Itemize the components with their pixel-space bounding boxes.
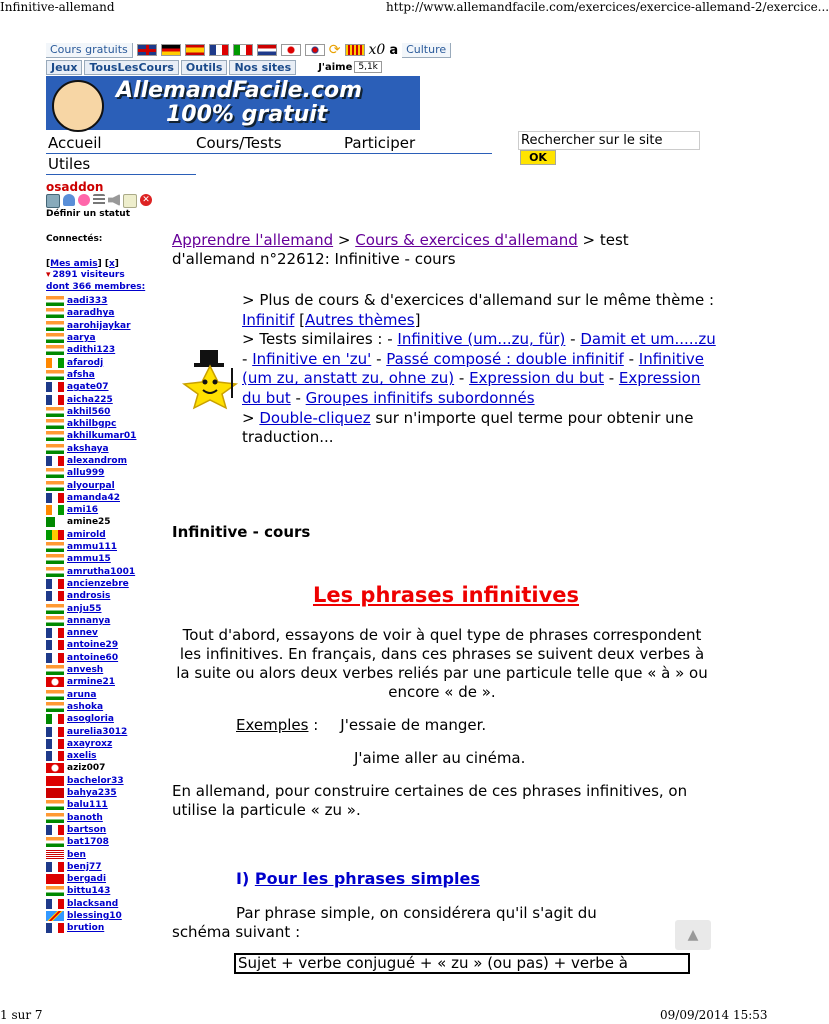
- arrow-icon: ▾: [46, 270, 51, 280]
- flag-in-icon: [46, 616, 64, 626]
- member-row[interactable]: [46, 307, 166, 319]
- search-ok-button[interactable]: OK: [520, 150, 556, 165]
- breadcrumb-courses[interactable]: Cours & exercices d'allemand: [355, 231, 578, 249]
- similar-test-link[interactable]: Damit et um.....zu: [580, 330, 716, 349]
- member-row[interactable]: [46, 824, 166, 836]
- member-name[interactable]: axelis: [67, 751, 97, 762]
- member-name[interactable]: aarohijaykar: [67, 320, 131, 331]
- star-mascot-icon: [180, 348, 240, 410]
- page-subtitle: Infinitive - cours: [172, 523, 311, 541]
- print-page-title: Infinitive-allemand: [0, 0, 115, 14]
- close-friends-link[interactable]: x: [108, 259, 115, 269]
- print-page-number: 1 sur 7: [0, 1008, 43, 1022]
- theme-link-infinitif[interactable]: Infinitif: [242, 310, 295, 329]
- theme-link-others[interactable]: Autres thèmes: [305, 310, 415, 329]
- section-heading: I) Pour les phrases simples: [236, 869, 480, 888]
- breadcrumb-home[interactable]: Apprendre l'allemand: [172, 231, 334, 249]
- member-name[interactable]: bartson: [67, 824, 107, 835]
- flag-in-icon: [46, 886, 64, 896]
- member-name[interactable]: amrutha1001: [67, 566, 136, 577]
- member-row[interactable]: [46, 430, 166, 442]
- member-name[interactable]: alexandrom: [67, 456, 127, 466]
- visitors-count: ▾ 2891 visiteurs: [46, 270, 125, 280]
- like-button[interactable]: J'aime: [318, 61, 353, 73]
- flag-fr-icon: [46, 493, 64, 503]
- member-row[interactable]: [46, 320, 166, 332]
- connected-heading: Connectés:: [46, 234, 103, 244]
- menu-utiles[interactable]: Utiles: [48, 155, 91, 173]
- text-size-icon[interactable]: a: [389, 42, 399, 58]
- member-name: amine25: [67, 517, 111, 528]
- member-name[interactable]: antoine60: [67, 652, 119, 663]
- double-click-link[interactable]: Double-cliquez: [259, 408, 371, 427]
- member-name[interactable]: aruna: [67, 689, 97, 700]
- page-title: Les phrases infinitives: [312, 583, 580, 607]
- flag-in-icon: [46, 837, 64, 847]
- member-name[interactable]: alyourpal: [67, 480, 115, 491]
- flag-uk-icon[interactable]: [137, 44, 157, 56]
- member-name[interactable]: ami16: [67, 505, 99, 516]
- flag-nl-icon[interactable]: [257, 44, 277, 56]
- flag-in-icon: [46, 370, 64, 380]
- member-name[interactable]: bergadi: [67, 874, 107, 885]
- member-name[interactable]: asogloria: [67, 714, 114, 725]
- member-row[interactable]: [46, 295, 166, 307]
- similar-test-link[interactable]: Expression du but: [242, 369, 701, 407]
- menu-accueil[interactable]: Accueil: [48, 134, 102, 152]
- flag-fr-icon: [46, 395, 64, 405]
- member-row[interactable]: [46, 676, 166, 688]
- member-row[interactable]: [46, 443, 166, 455]
- member-row: [46, 516, 166, 528]
- flag-in-icon: [46, 321, 64, 331]
- member-row[interactable]: [46, 836, 166, 848]
- flag-fr-icon: [46, 727, 64, 737]
- nav-cours-gratuits[interactable]: Cours gratuits: [46, 43, 133, 58]
- member-row[interactable]: [46, 799, 166, 811]
- flag-fr-icon: [46, 591, 64, 601]
- member-row[interactable]: [46, 664, 166, 676]
- member-row[interactable]: [46, 713, 166, 725]
- nav-outils[interactable]: Outils: [181, 60, 228, 75]
- breadcrumb: Apprendre l'allemand > Cours & exercices d'allemand > test d'allemand n°22612: Infinitive - cours: [172, 231, 629, 268]
- example-1: Exemples : J'essaie de manger.: [236, 716, 487, 734]
- member-row[interactable]: [46, 356, 166, 368]
- member-name[interactable]: aarya: [67, 333, 96, 344]
- flag-dz-icon: [46, 517, 64, 527]
- member-row[interactable]: [46, 639, 166, 651]
- flag-in-icon: [46, 800, 64, 810]
- member-name[interactable]: benj77: [67, 861, 102, 872]
- sound-icon[interactable]: [108, 194, 120, 206]
- member-name[interactable]: armine21: [67, 677, 116, 688]
- flag-in-icon: [46, 308, 64, 318]
- menu-divider-2: [46, 174, 196, 175]
- flag-in-icon: [46, 690, 64, 700]
- flag-fr-icon: [46, 899, 64, 909]
- nav-culture[interactable]: Culture: [402, 43, 451, 58]
- flag-it-icon[interactable]: [233, 44, 253, 56]
- member-name[interactable]: allu999: [67, 468, 105, 479]
- member-row[interactable]: [46, 541, 166, 553]
- member-row[interactable]: [46, 652, 166, 664]
- site-logo-banner[interactable]: [46, 76, 420, 130]
- member-name[interactable]: anju55: [67, 603, 102, 614]
- member-row[interactable]: [46, 344, 166, 356]
- flag-ci-icon: [46, 358, 64, 368]
- back-to-top-button[interactable]: [675, 920, 711, 950]
- member-row[interactable]: [46, 689, 166, 701]
- menu-participer[interactable]: Participer: [344, 134, 416, 152]
- menu-cours-tests[interactable]: Cours/Tests: [196, 134, 282, 152]
- member-row[interactable]: [46, 701, 166, 713]
- member-row[interactable]: [46, 455, 166, 467]
- flag-fr-icon: [46, 923, 64, 933]
- member-row[interactable]: [46, 811, 166, 823]
- member-row[interactable]: [46, 898, 166, 910]
- member-name[interactable]: ben: [67, 849, 86, 860]
- simple-sentence-paragraph-2: schéma suivant :: [172, 923, 301, 941]
- similar-test-link[interactable]: Expression du but: [469, 369, 604, 388]
- my-friends-link[interactable]: Mes amis: [50, 259, 98, 269]
- nav-nos-sites[interactable]: Nos sites: [229, 60, 296, 75]
- member-name[interactable]: aaradhya: [67, 308, 115, 319]
- logo-tagline: 100% gratuit: [166, 102, 328, 127]
- flag-fr-icon: [46, 825, 64, 835]
- member-row[interactable]: [46, 775, 166, 787]
- print-date: 09/09/2014 15:53: [660, 1008, 768, 1022]
- set-status-link[interactable]: Définir un statut: [46, 209, 131, 219]
- friends-filter: [Mes amis] [x]: [46, 259, 119, 269]
- member-row[interactable]: [46, 332, 166, 344]
- search-input[interactable]: Rechercher sur le site: [518, 131, 700, 150]
- member-row: [46, 762, 166, 774]
- member-row[interactable]: [46, 578, 166, 590]
- breadcrumb-current: > test d'allemand n°22612: Infinitive - cours: [172, 231, 629, 268]
- member-name[interactable]: anvesh: [67, 665, 104, 676]
- mascot-icon: [52, 80, 104, 132]
- member-name[interactable]: androsis: [67, 591, 111, 602]
- member-name[interactable]: amanda42: [67, 492, 120, 503]
- similar-test-link[interactable]: Passé composé : double infinitif: [386, 349, 624, 368]
- flag-fr-icon: [46, 456, 64, 466]
- member-name[interactable]: annev: [67, 628, 98, 639]
- member-row[interactable]: [46, 492, 166, 504]
- flag-ci-icon: [46, 505, 64, 515]
- member-row[interactable]: [46, 627, 166, 639]
- flag-kr-icon[interactable]: [305, 44, 325, 56]
- member-row[interactable]: [46, 922, 166, 934]
- member-row[interactable]: [46, 873, 166, 885]
- member-row[interactable]: [46, 479, 166, 491]
- member-row[interactable]: [46, 787, 166, 799]
- flag-fr-icon: [46, 862, 64, 872]
- member-row[interactable]: [46, 504, 166, 516]
- flag-fr-icon: [46, 739, 64, 749]
- flag-in-icon: [46, 419, 64, 429]
- flag-in-icon: [46, 481, 64, 491]
- user-icon[interactable]: [63, 194, 75, 206]
- flag-ml-icon: [46, 530, 64, 540]
- member-name[interactable]: ammu111: [67, 542, 118, 553]
- flag-in-icon: [46, 665, 64, 675]
- member-row[interactable]: [46, 369, 166, 381]
- member-name[interactable]: banoth: [67, 812, 103, 823]
- flag-catalan-icon[interactable]: [345, 44, 365, 56]
- member-row[interactable]: [46, 566, 166, 578]
- logo-text: AllemandFacile.com: [116, 78, 363, 103]
- close-icon[interactable]: ✕: [140, 194, 152, 206]
- flag-fr-icon: [46, 640, 64, 650]
- member-row[interactable]: [46, 381, 166, 393]
- member-name[interactable]: amirold: [67, 529, 106, 540]
- member-name[interactable]: bat1708: [67, 837, 109, 848]
- member-name[interactable]: akhilkumar01: [67, 431, 137, 442]
- flag-cd-icon: [46, 911, 64, 921]
- print-page-url: http://www.allemandfacile.com/exercices/exercice-allemand-2/exercice...: [386, 0, 829, 14]
- member-row[interactable]: [46, 861, 166, 873]
- member-name[interactable]: akshaya: [67, 443, 109, 454]
- member-name[interactable]: bachelor33: [67, 775, 124, 786]
- similar-test-link[interactable]: Infinitive en 'zu': [252, 349, 372, 368]
- flag-in-icon: [46, 444, 64, 454]
- flag-in-icon: [46, 813, 64, 823]
- flag-in-icon: [46, 542, 64, 552]
- member-name[interactable]: afsha: [67, 369, 95, 380]
- member-row[interactable]: [46, 910, 166, 922]
- member-row[interactable]: [46, 553, 166, 565]
- member-name[interactable]: ammu15: [67, 554, 111, 565]
- member-name[interactable]: antoine29: [67, 640, 119, 651]
- similar-test-link[interactable]: Infinitive (um...zu, für): [397, 330, 566, 349]
- top-nav-secondary: [46, 59, 382, 75]
- member-name[interactable]: ashoka: [67, 701, 104, 712]
- member-name: aziz007: [67, 763, 106, 774]
- member-name[interactable]: ancienzebre: [67, 578, 129, 589]
- translation-hint: > Double-cliquez sur n'importe quel terme pour obtenir une traduction...: [242, 408, 694, 447]
- member-name[interactable]: bahya235: [67, 788, 117, 799]
- member-name[interactable]: axayroxz: [67, 738, 113, 749]
- member-name[interactable]: akhilbgpc: [67, 419, 117, 430]
- similar-test-link[interactable]: Infinitive (um zu, anstatt zu, ohne zu): [242, 349, 704, 388]
- member-row[interactable]: [46, 725, 166, 737]
- flag-tn-icon: [46, 677, 64, 687]
- member-name[interactable]: akhil560: [67, 406, 111, 417]
- member-name[interactable]: adithi123: [67, 345, 116, 356]
- member-row[interactable]: [46, 885, 166, 897]
- member-name[interactable]: brution: [67, 923, 105, 934]
- member-row[interactable]: [46, 848, 166, 860]
- flag-in-icon: [46, 567, 64, 577]
- member-row[interactable]: [46, 602, 166, 614]
- heart-icon[interactable]: [78, 194, 90, 206]
- intro-paragraph: Tout d'abord, essayons de voir à quel type de phrases correspondent les infinitives. En français, dans ces phrases se suivent deux verbes à la suite ou alors deux verbes reliés par une particule telle que « à » ou encore « de ».: [176, 626, 708, 701]
- flag-fr-icon: [46, 628, 64, 638]
- examples-label: Exemples: [236, 716, 309, 734]
- member-row[interactable]: [46, 418, 166, 430]
- flag-in-icon: [46, 345, 64, 355]
- flag-in-icon: [46, 604, 64, 614]
- user-toolbar: [46, 194, 152, 208]
- section-link[interactable]: Pour les phrases simples: [254, 869, 480, 888]
- member-row[interactable]: [46, 529, 166, 541]
- member-name[interactable]: annanya: [67, 615, 111, 626]
- member-name[interactable]: afarodj: [67, 357, 104, 368]
- flag-fr-icon: [46, 653, 64, 663]
- flag-ma-icon: [46, 788, 64, 798]
- simple-sentence-paragraph: Par phrase simple, on considérera qu'il s'agit du: [236, 904, 597, 922]
- like-count: 5,1k: [354, 61, 382, 73]
- flag-jp-icon[interactable]: [281, 44, 301, 56]
- member-name[interactable]: aurelia3012: [67, 726, 128, 737]
- members-count: dont 366 membres:: [46, 282, 146, 292]
- flag-in-icon: [46, 431, 64, 441]
- member-list: [46, 295, 166, 934]
- flag-cn-icon: [46, 874, 64, 884]
- flag-in-icon: [46, 468, 64, 478]
- similar-tests-line: > Tests similaires : - Infinitive (um...zu, für) - Damit et um.....zu - Infinitive en 'zu' - Passé composé : double infinitif - Infinitive (um zu, anstatt zu, ohne zu) - Expression du but - Expression du but - Groupes infinitifs subordonnés: [242, 330, 716, 407]
- flag-in-icon: [46, 407, 64, 417]
- member-name[interactable]: balu111: [67, 800, 108, 811]
- edit-icon[interactable]: [123, 194, 137, 208]
- info-block: [242, 291, 716, 448]
- flag-fr-icon[interactable]: [209, 44, 229, 56]
- flag-in-icon: [46, 333, 64, 343]
- flag-es-icon[interactable]: [185, 44, 205, 56]
- zu-paragraph: En allemand, pour construire certaines de ces phrases infinitives, on utilise la particule « zu ».: [172, 782, 688, 819]
- flag-us-icon: [46, 850, 64, 860]
- member-row[interactable]: [46, 467, 166, 479]
- menu-divider: [46, 153, 492, 154]
- member-row[interactable]: [46, 738, 166, 750]
- flag-fr-icon: [46, 751, 64, 761]
- similar-test-link[interactable]: Groupes infinitifs subordonnés: [305, 388, 535, 407]
- flag-in-icon: [46, 702, 64, 712]
- member-row[interactable]: [46, 590, 166, 602]
- flag-tn-icon: [46, 763, 64, 773]
- more-courses-line: > Plus de cours & d'exercices d'allemand sur le même thème : Infinitif [Autres thèmes]: [242, 291, 715, 329]
- example-2: J'aime aller au cinéma.: [354, 749, 526, 767]
- flag-mx-icon: [46, 714, 64, 724]
- flag-in-icon: [46, 554, 64, 564]
- refresh-icon[interactable]: ⟳: [328, 42, 341, 58]
- flag-fr-icon: [46, 579, 64, 589]
- member-row[interactable]: [46, 393, 166, 405]
- flag-cn-icon: [46, 776, 64, 786]
- flag-fr-icon: [46, 382, 64, 392]
- math-icon[interactable]: x0: [368, 42, 386, 58]
- member-name[interactable]: aadi333: [67, 296, 108, 307]
- list-icon[interactable]: [93, 194, 105, 206]
- flag-in-icon: [46, 296, 64, 306]
- member-name[interactable]: aicha225: [67, 394, 113, 405]
- member-name[interactable]: blacksand: [67, 898, 119, 909]
- flag-de-icon[interactable]: [161, 44, 181, 56]
- mail-icon[interactable]: [46, 194, 60, 208]
- member-row[interactable]: [46, 750, 166, 762]
- nav-jeux[interactable]: Jeux: [46, 60, 82, 75]
- member-name[interactable]: blessing10: [67, 910, 122, 921]
- member-row[interactable]: [46, 615, 166, 627]
- top-nav: [46, 42, 606, 58]
- nav-tous-les-cours[interactable]: TousLesCours: [84, 60, 178, 75]
- member-name[interactable]: bittu143: [67, 886, 111, 897]
- member-row[interactable]: [46, 406, 166, 418]
- member-name[interactable]: agate07: [67, 382, 109, 393]
- formula-box: Sujet + verbe conjugué + « zu » (ou pas) + verbe à: [234, 953, 690, 974]
- username[interactable]: osaddon: [46, 180, 104, 194]
- back-to-top-icon: ▲: [687, 927, 699, 943]
